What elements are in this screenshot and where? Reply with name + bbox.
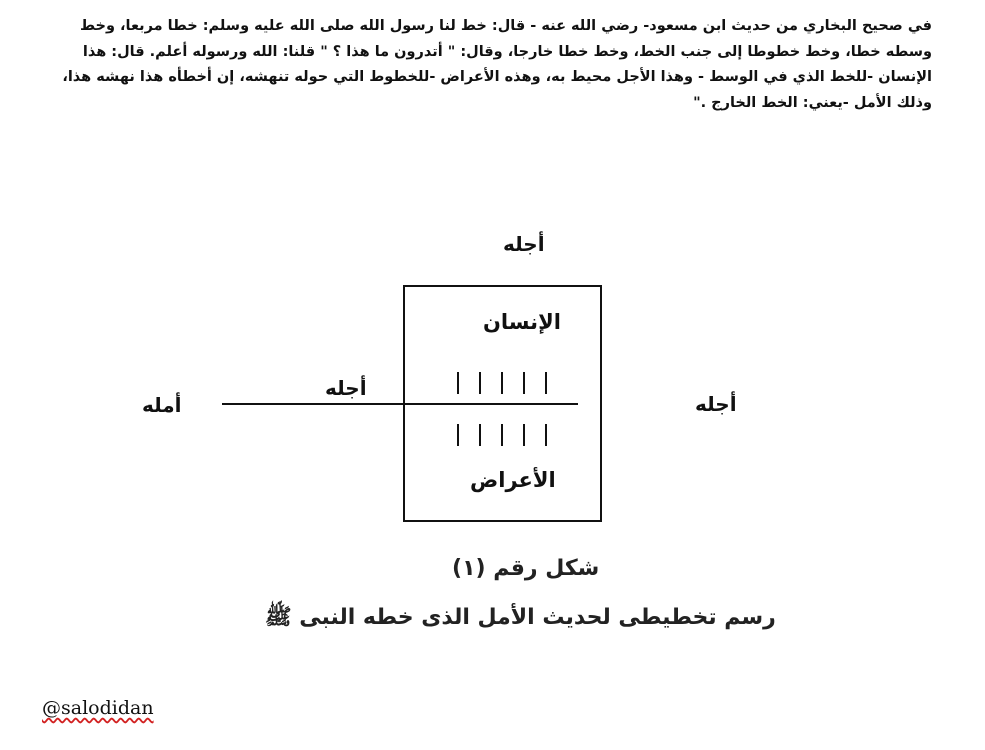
label-top-ajal: أجله (503, 232, 545, 256)
author-handle-text: @salodidan (42, 697, 154, 719)
label-left-amal: أمله (142, 393, 182, 417)
paragraph-line-2: وسطه خطا، وخط خطوطا إلى جنب الخط، وخط خطا خارجا، وقال: " أتدرون ما هذا ؟ " قلنا: الله ورسوله أعلم. قال: هذا (82, 43, 932, 60)
label-human: الإنسان (483, 310, 561, 334)
accident-ticks-bottom (458, 424, 546, 446)
label-right-ajal: أجله (695, 392, 737, 416)
paragraph-line-1: في صحيح البخاري من حديث ابن مسعود- رضي الله عنه - قال: خط لنا رسول الله صلى الله عليه وسلم: خطا مربعا، وخط (79, 18, 932, 34)
paragraph-line-3: الإنسان -للخط الذي في الوسط - وهذا الأجل محيط به، وهذه الأعراض -للخطوط التي حوله تنهشه، إن أخطأه هذا نهشه هذا، (62, 69, 932, 85)
figure-description-caption: رسم تخطيطى لحديث الأمل الذى خطه النبى ﷺ (265, 605, 776, 630)
author-handle (42, 697, 154, 719)
label-accidents: الأعراض (470, 468, 556, 492)
accident-ticks-top (458, 372, 546, 394)
label-mid-ajal: أجله (325, 376, 367, 400)
figure-number-caption: شكل رقم (١) (452, 556, 600, 581)
paragraph-line-4: وذلك الأمل -يعني: الخط الخارج ." (693, 94, 932, 111)
